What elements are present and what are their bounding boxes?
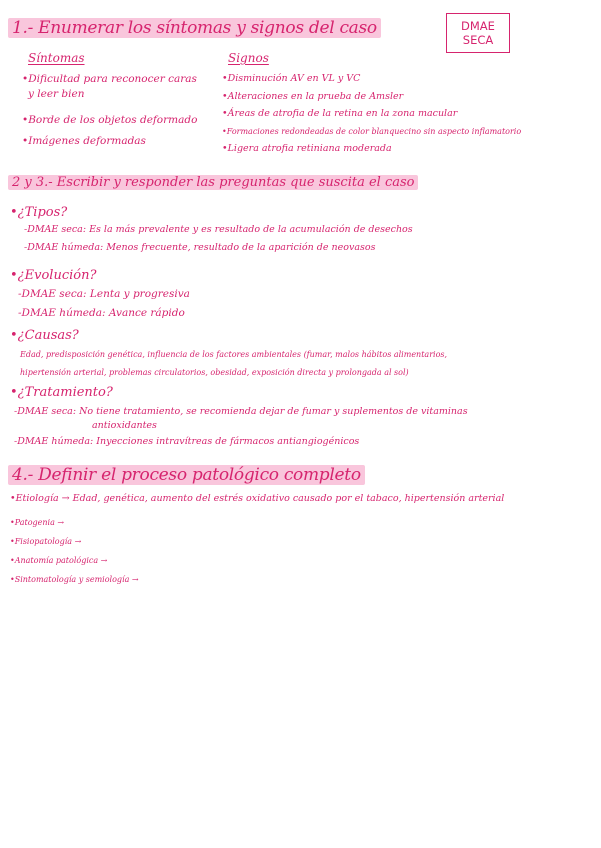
question-evolucion: •¿Evolución? (10, 268, 97, 283)
section-1-title: 1.- Enumerar los síntomas y signos del caso (8, 18, 381, 38)
answer-line: -DMAE seca: Es la más prevalente y es resultado de la acumulación de desechos (24, 224, 413, 235)
symptoms-heading: Síntomas (28, 51, 85, 65)
process-item: •Sintomatología y semiología → (10, 575, 139, 584)
section-4-title: 4.- Definir el proceso patológico completo (8, 465, 365, 485)
section-2-3-title: 2 y 3.- Escribir y responder las preguntas que suscita el caso (8, 175, 418, 190)
answer-line: hipertensión arterial, problemas circulatorios, obesidad, exposición directa y prolongada al sol) (20, 368, 409, 377)
question-tratamiento: •¿Tratamiento? (10, 385, 113, 400)
tag-line-1: DMAE (461, 19, 495, 33)
symptom-item: y leer bien (28, 88, 85, 100)
question-tipos: •¿Tipos? (10, 205, 68, 220)
answer-line: -DMAE húmeda: Inyecciones intravítreas de fármacos antiangiogénicos (14, 436, 360, 447)
answer-line: -DMAE seca: No tiene tratamiento, se recomienda dejar de fumar y suplementos de vitaminas (14, 406, 468, 417)
question-causas: •¿Causas? (10, 328, 79, 343)
process-item: •Anatomía patológica → (10, 556, 108, 565)
dmae-seca-tag (446, 13, 510, 53)
answer-line: antioxidantes (92, 420, 157, 431)
sign-item: •Disminución AV en VL y VC (222, 73, 361, 84)
process-item: •Patogenia → (10, 518, 65, 527)
answer-line: -DMAE seca: Lenta y progresiva (18, 288, 190, 300)
tag-line-2: SECA (462, 33, 494, 47)
sign-item: •Formaciones redondeadas de color blanquecino sin aspecto inflamatorio (222, 127, 522, 136)
sign-item: •Ligera atrofia retiniana moderada (222, 143, 392, 154)
symptom-item: •Imágenes deformadas (22, 135, 146, 147)
etiologia-line: •Etiología → Edad, genética, aumento del estrés oxidativo causado por el tabaco, hipertensión arterial (10, 493, 505, 504)
symptom-item: •Borde de los objetos deformado (22, 114, 198, 126)
answer-line: Edad, predisposición genética, influencia de los factores ambientales (fumar, malos hábitos alimentarios, (20, 350, 448, 359)
sign-item: •Alteraciones en la prueba de Amsler (222, 91, 404, 102)
answer-line: -DMAE húmeda: Menos frecuente, resultado de la aparición de neovasos (24, 242, 376, 253)
symptom-item: •Dificultad para reconocer caras (22, 73, 197, 85)
process-item: •Fisiopatología → (10, 537, 82, 546)
signs-heading: Signos (228, 51, 269, 65)
sign-item: •Áreas de atrofia de la retina en la zona macular (222, 108, 458, 119)
answer-line: -DMAE húmeda: Avance rápido (18, 307, 185, 319)
